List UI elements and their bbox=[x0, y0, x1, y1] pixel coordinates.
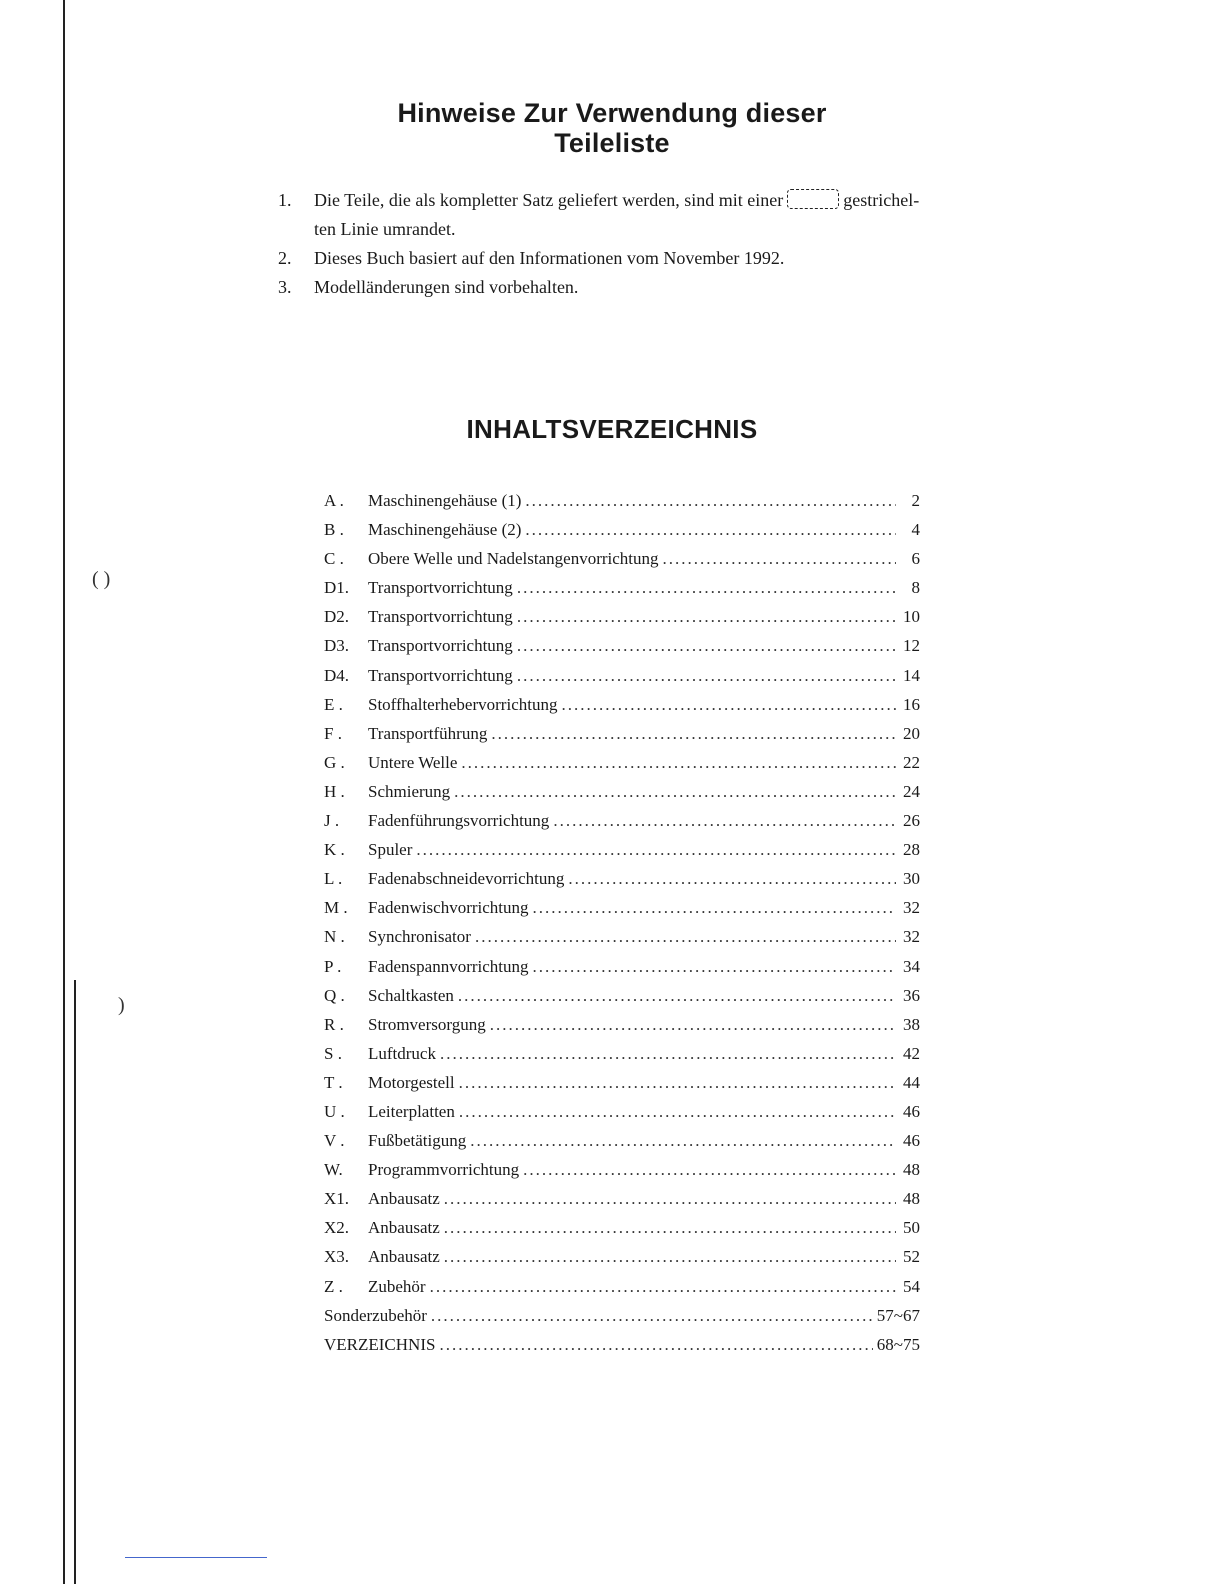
toc-dot-leader bbox=[517, 602, 896, 631]
toc-entry[interactable] bbox=[324, 777, 920, 806]
toc-entry-title: Anbausatz bbox=[368, 1218, 440, 1238]
toc-entry[interactable] bbox=[324, 835, 920, 864]
toc-entry-title: Sonderzubehör bbox=[324, 1305, 427, 1325]
toc-entry-letter: D4. bbox=[324, 665, 350, 685]
note-text: Die Teile, die als kompletter Satz geliefert werden, sind mit einer bbox=[314, 190, 784, 210]
toc-entry-page: 34 bbox=[903, 956, 920, 976]
binding-margin-line-lower bbox=[74, 980, 76, 1584]
toc-dot-leader bbox=[444, 1184, 896, 1213]
toc-entry[interactable] bbox=[324, 952, 920, 981]
toc-entry-title: Fadenwischvorrichtung bbox=[368, 898, 529, 918]
toc-entry[interactable] bbox=[324, 544, 920, 573]
toc-entry-letter: J . bbox=[324, 811, 340, 831]
page-title-line1: Hinweise Zur Verwendung dieser bbox=[397, 98, 827, 128]
toc-entry-letter: H . bbox=[324, 781, 345, 801]
toc-dot-leader bbox=[470, 1126, 896, 1155]
toc-entry[interactable] bbox=[324, 1068, 920, 1097]
toc-entry-letter: D1. bbox=[324, 578, 350, 598]
toc-entry-page: 38 bbox=[903, 1014, 920, 1034]
toc-entry-title: Maschinengehäuse (2) bbox=[368, 520, 522, 540]
toc-entry[interactable] bbox=[324, 661, 920, 690]
toc-entry-page: 4 bbox=[911, 520, 920, 540]
toc-entry-page: 16 bbox=[903, 694, 920, 714]
binding-margin-line bbox=[63, 0, 65, 1584]
toc-entry-page: 42 bbox=[903, 1043, 920, 1063]
toc-entry[interactable] bbox=[324, 1184, 920, 1213]
toc-entry-letter: W. bbox=[324, 1160, 343, 1180]
toc-dot-leader bbox=[459, 1068, 896, 1097]
toc-entry-page: 48 bbox=[903, 1160, 920, 1180]
toc-entry-page: 12 bbox=[903, 636, 920, 656]
toc-entry-letter: T . bbox=[324, 1072, 343, 1092]
toc-entry[interactable] bbox=[324, 981, 920, 1010]
toc-dot-leader bbox=[517, 573, 896, 602]
toc-entry-title: Maschinengehäuse (1) bbox=[368, 491, 522, 510]
toc-entry-page: 22 bbox=[903, 752, 920, 772]
toc-entry-letter: P . bbox=[324, 956, 342, 976]
toc-entry[interactable] bbox=[324, 1126, 920, 1155]
toc-entry-title: Transportvorrichtung bbox=[368, 578, 513, 598]
toc-entry-title: Stromversorgung bbox=[368, 1014, 486, 1034]
toc-entry-letter: K . bbox=[324, 840, 345, 860]
toc-entry[interactable] bbox=[324, 1155, 920, 1184]
toc-entry[interactable] bbox=[324, 748, 920, 777]
toc-entry-letter: F . bbox=[324, 723, 342, 743]
note-number: 3. bbox=[278, 277, 292, 297]
toc-entry-page: 44 bbox=[903, 1072, 920, 1092]
scan-mark: ) bbox=[118, 994, 125, 1016]
toc-entry[interactable] bbox=[324, 1097, 920, 1126]
toc-entry-title: Anbausatz bbox=[368, 1189, 440, 1209]
toc-dot-leader bbox=[416, 835, 896, 864]
note-item bbox=[278, 186, 998, 244]
toc-entry-page: 6 bbox=[911, 549, 920, 569]
toc-entry[interactable] bbox=[324, 719, 920, 748]
toc-entry-page: 8 bbox=[911, 578, 920, 598]
toc-entry-letter: U . bbox=[324, 1101, 345, 1121]
toc-entry-page: 36 bbox=[903, 985, 920, 1005]
note-number: 2. bbox=[278, 248, 292, 268]
toc-entry-letter: Z . bbox=[324, 1276, 343, 1296]
toc-dot-leader bbox=[533, 893, 896, 922]
toc-entry-page: 32 bbox=[903, 898, 920, 918]
toc-entry-page: 30 bbox=[903, 869, 920, 889]
dashed-box-icon bbox=[787, 189, 839, 209]
toc-dot-leader bbox=[459, 1097, 896, 1126]
toc-entry[interactable] bbox=[324, 1272, 920, 1301]
toc-dot-leader bbox=[568, 864, 896, 893]
toc-entry-letter: N . bbox=[324, 927, 345, 947]
toc-dot-leader bbox=[553, 806, 896, 835]
toc-dot-leader bbox=[490, 1010, 896, 1039]
toc-entry-letter: D2. bbox=[324, 607, 350, 627]
table-of-contents bbox=[324, 486, 920, 1359]
toc-entry-title: Transportvorrichtung bbox=[368, 607, 513, 627]
toc-entry[interactable] bbox=[324, 806, 920, 835]
note-number: 1. bbox=[278, 190, 292, 210]
toc-entry-page: 28 bbox=[903, 840, 920, 860]
toc-dot-leader bbox=[533, 952, 896, 981]
toc-entry-page: 32 bbox=[903, 927, 920, 947]
toc-entry[interactable] bbox=[324, 922, 920, 951]
toc-entry-page: 46 bbox=[903, 1131, 920, 1151]
toc-entry[interactable] bbox=[324, 515, 920, 544]
toc-dot-leader bbox=[491, 719, 896, 748]
note-item bbox=[278, 273, 998, 302]
toc-dot-leader bbox=[444, 1213, 896, 1242]
toc-entry-title: Untere Welle bbox=[368, 752, 458, 772]
toc-entry-page: 46 bbox=[903, 1101, 920, 1121]
toc-entry[interactable] bbox=[324, 1039, 920, 1068]
toc-entry-title: Leiterplatten bbox=[368, 1101, 455, 1121]
toc-entry-letter: D3. bbox=[324, 636, 350, 656]
toc-entry-letter: X2. bbox=[324, 1218, 350, 1238]
toc-entry-page: 57~67 bbox=[876, 1305, 920, 1325]
toc-entry-letter: Q . bbox=[324, 985, 345, 1005]
toc-entry-letter: C . bbox=[324, 549, 344, 569]
toc-entry[interactable] bbox=[324, 690, 920, 719]
toc-dot-leader bbox=[440, 1039, 896, 1068]
toc-entry-title: Synchronisator bbox=[368, 927, 471, 947]
toc-entry-page: 68~75 bbox=[876, 1334, 920, 1354]
toc-entry-page: 52 bbox=[903, 1247, 920, 1267]
toc-entry[interactable] bbox=[324, 1010, 920, 1039]
toc-entry[interactable] bbox=[324, 631, 920, 660]
toc-dot-leader bbox=[475, 922, 896, 951]
toc-dot-leader bbox=[439, 1330, 872, 1359]
toc-entry-title: Schaltkasten bbox=[368, 985, 454, 1005]
toc-entry-title: Fadenabschneidevorrichtung bbox=[368, 869, 565, 889]
toc-dot-leader bbox=[523, 1155, 896, 1184]
toc-entry-letter: B . bbox=[324, 520, 344, 540]
toc-entry-letter: V . bbox=[324, 1131, 345, 1151]
note-item bbox=[278, 244, 998, 273]
toc-dot-leader bbox=[430, 1272, 896, 1301]
toc-entry-title: Programmvorrichtung bbox=[368, 1160, 520, 1180]
toc-entry-letter: A . bbox=[324, 491, 344, 510]
toc-entry-page: 24 bbox=[903, 781, 920, 801]
toc-entry-letter: S . bbox=[324, 1043, 342, 1063]
toc-dot-leader bbox=[444, 1242, 896, 1271]
toc-heading: INHALTSVERZEICHNIS bbox=[466, 414, 758, 444]
toc-entry-page: 50 bbox=[903, 1218, 920, 1238]
toc-entry-title: Fadenführungsvorrichtung bbox=[368, 811, 550, 831]
note-text: Dieses Buch basiert auf den Informationen vom November 1992. bbox=[314, 248, 785, 268]
toc-entry-title: Zubehör bbox=[368, 1276, 426, 1296]
toc-entry-title: Luftdruck bbox=[368, 1043, 436, 1063]
toc-dot-leader bbox=[517, 661, 896, 690]
toc-entry-page: 20 bbox=[903, 723, 920, 743]
scan-mark: ( ) bbox=[92, 568, 111, 590]
toc-entry-letter: M . bbox=[324, 898, 348, 918]
toc-entry-title: Schmierung bbox=[368, 781, 451, 801]
toc-entry[interactable] bbox=[324, 1213, 920, 1242]
toc-entry[interactable] bbox=[324, 893, 920, 922]
toc-dot-leader bbox=[461, 748, 896, 777]
toc-entry-letter: G . bbox=[324, 752, 345, 772]
toc-entry-page: 26 bbox=[903, 811, 920, 831]
toc-entry[interactable] bbox=[324, 1301, 920, 1330]
toc-entry-page: 14 bbox=[903, 665, 920, 685]
toc-dot-leader bbox=[525, 486, 896, 515]
toc-entry[interactable] bbox=[324, 1242, 920, 1271]
toc-entry-title: Motorgestell bbox=[368, 1072, 455, 1092]
toc-dot-leader bbox=[454, 777, 896, 806]
toc-entry-title: Transportführung bbox=[368, 723, 488, 743]
page-title-line2: Teileliste bbox=[554, 128, 670, 158]
toc-entry-letter: X1. bbox=[324, 1189, 350, 1209]
toc-entry-title: Anbausatz bbox=[368, 1247, 440, 1267]
toc-entry-letter: L . bbox=[324, 869, 343, 889]
toc-entry-letter: R . bbox=[324, 1014, 344, 1034]
toc-dot-leader bbox=[517, 631, 896, 660]
page-title bbox=[0, 98, 1224, 158]
toc-entry-title: VERZEICHNIS bbox=[324, 1334, 436, 1354]
note-text-continuation: ten Linie umrandet. bbox=[314, 219, 456, 239]
note-text: gestrichel- bbox=[843, 190, 920, 210]
toc-entry-title: Spuler bbox=[368, 840, 413, 860]
toc-entry[interactable] bbox=[324, 864, 920, 893]
toc-entry[interactable] bbox=[324, 1330, 920, 1359]
footer-rule bbox=[125, 1557, 267, 1558]
toc-entry-letter: E . bbox=[324, 694, 343, 714]
usage-notes bbox=[278, 186, 998, 302]
toc-entry-page: 48 bbox=[903, 1189, 920, 1209]
toc-entry-title: Fußbetätigung bbox=[368, 1131, 467, 1151]
toc-dot-leader bbox=[561, 690, 896, 719]
toc-entry-title: Fadenspannvorrichtung bbox=[368, 956, 529, 976]
toc-entry-page: 2 bbox=[911, 491, 920, 510]
toc-entry-title: Transportvorrichtung bbox=[368, 636, 513, 656]
toc-dot-leader bbox=[663, 544, 896, 573]
toc-entry-letter: X3. bbox=[324, 1247, 350, 1267]
toc-dot-leader bbox=[525, 515, 896, 544]
toc-entry-page: 10 bbox=[903, 607, 920, 627]
toc-entry[interactable] bbox=[324, 602, 920, 631]
note-text: Modelländerungen sind vorbehalten. bbox=[314, 277, 579, 297]
toc-dot-leader bbox=[458, 981, 896, 1010]
toc-entry-title: Stoffhalterhebervorrichtung bbox=[368, 694, 558, 714]
toc-entry[interactable] bbox=[324, 573, 920, 602]
toc-entry-title: Transportvorrichtung bbox=[368, 665, 513, 685]
toc-dot-leader bbox=[431, 1301, 873, 1330]
toc-entry-page: 54 bbox=[903, 1276, 920, 1296]
toc-entry[interactable] bbox=[324, 486, 920, 515]
toc-entry-title: Obere Welle und Nadelstangenvorrichtung bbox=[368, 549, 659, 569]
